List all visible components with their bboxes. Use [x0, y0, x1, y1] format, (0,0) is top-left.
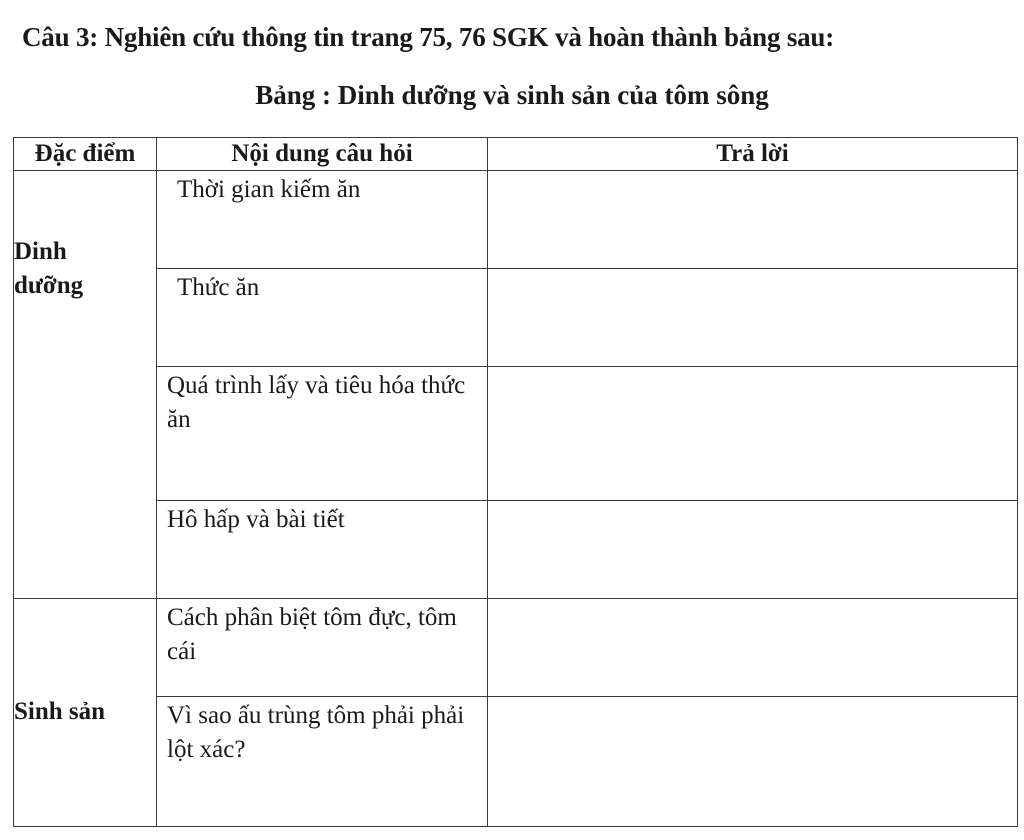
table-caption: Bảng : Dinh dưỡng và sinh sản của tôm sông	[255, 80, 769, 110]
header-answer: Trả lời	[488, 138, 1018, 171]
question-cell	[157, 269, 488, 367]
question-cell	[157, 367, 488, 500]
nutrition-reproduction-table	[13, 137, 1018, 827]
category-nutrition	[14, 171, 157, 599]
table-row	[14, 171, 1018, 269]
question-cell	[157, 500, 488, 598]
answer-cell[interactable]	[488, 269, 1018, 367]
category-label: Sinh sản	[14, 698, 106, 726]
question-text: Cách phân biệt tôm đực, tôm cái	[167, 603, 457, 665]
category-reproduction	[14, 598, 157, 826]
table-row	[14, 269, 1018, 367]
table-row	[14, 500, 1018, 598]
header-feature: Đặc điểm	[14, 138, 157, 171]
question-heading: Câu 3: Nghiên cứu thông tin trang 75, 76 SGK và hoàn thành bảng sau:	[22, 22, 835, 52]
answer-cell[interactable]	[488, 367, 1018, 500]
table-row	[14, 367, 1018, 500]
answer-cell[interactable]	[488, 500, 1018, 598]
question-text: Thức ăn	[177, 274, 260, 302]
answer-cell[interactable]	[488, 171, 1018, 269]
table-row	[14, 598, 1018, 696]
header-row	[14, 138, 1018, 171]
question-text: Thời gian kiếm ăn	[177, 176, 361, 204]
table-row	[14, 696, 1018, 826]
question-text: Quá trình lấy và tiêu hóa thức ăn	[167, 372, 466, 434]
question-cell	[157, 171, 488, 269]
answer-cell[interactable]	[488, 598, 1018, 696]
question-text: Vì sao ấu trùng tôm phải phải lột xác?	[167, 701, 465, 763]
header-content: Nội dung câu hỏi	[157, 138, 488, 171]
question-cell	[157, 598, 488, 696]
category-label: Dinh dưỡng	[14, 238, 84, 300]
question-text: Hô hấp và bài tiết	[167, 505, 345, 533]
answer-cell[interactable]	[488, 696, 1018, 826]
question-cell	[157, 696, 488, 826]
